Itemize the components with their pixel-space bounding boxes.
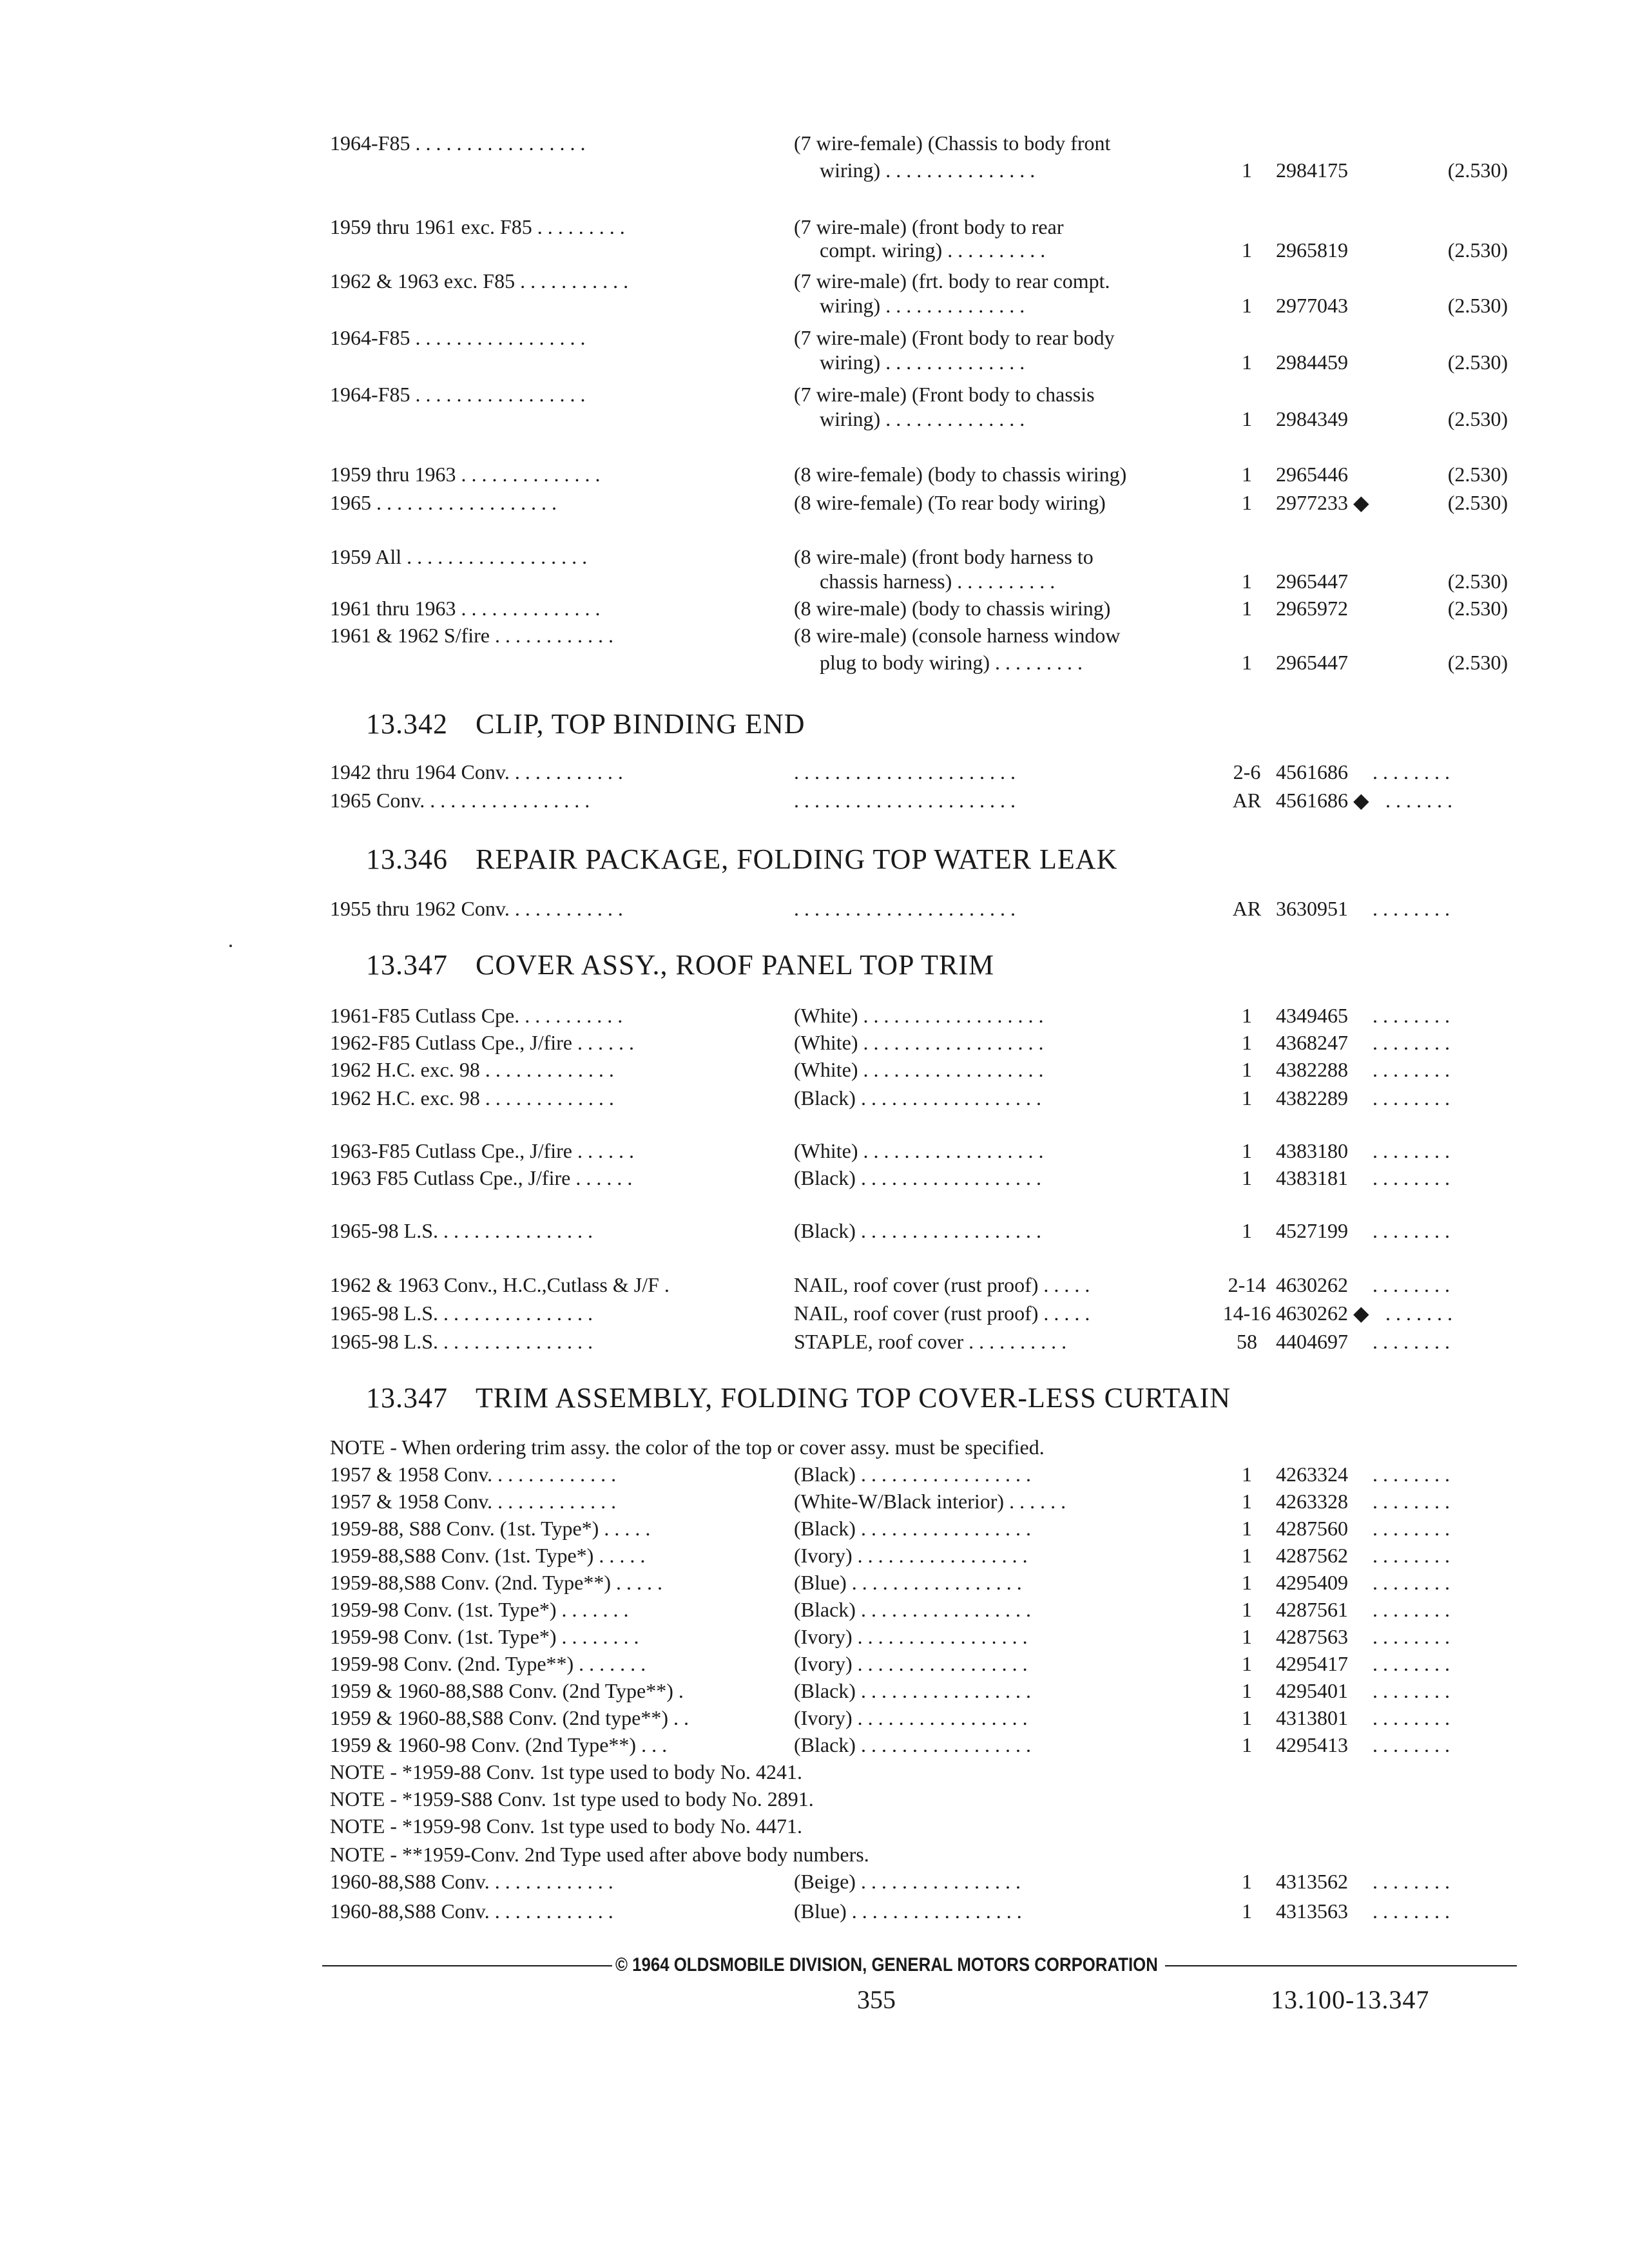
section-number: 13.347	[366, 949, 448, 981]
leader-dots: . . . . . . . .	[1373, 1139, 1450, 1162]
part-number: 4527199	[1276, 1219, 1348, 1242]
leader-dots: . . . . . . . .	[1373, 760, 1450, 783]
leader-dots: . . . . . . . .	[1373, 1544, 1450, 1567]
section-title: COVER ASSY., ROOF PANEL TOP TRIM	[476, 949, 995, 981]
quantity: 1	[1242, 1086, 1252, 1110]
table-row	[0, 156, 1629, 184]
table-row	[0, 648, 1629, 677]
footnote: NOTE - *1959-98 Conv. 1st type used to body No. 4471.	[330, 1814, 802, 1838]
model-year: 1959-98 Conv. (1st. Type*) . . . . . . .	[330, 1598, 629, 1621]
table-row	[0, 1055, 1629, 1084]
model-year: 1957 & 1958 Conv. . . . . . . . . . . . .	[330, 1463, 617, 1486]
section-title: REPAIR PACKAGE, FOLDING TOP WATER LEAK	[476, 843, 1118, 875]
part-number: 2984175	[1276, 159, 1348, 182]
leader-dots: . . . . . . . .	[1373, 1273, 1450, 1296]
part-number: 4295409	[1276, 1571, 1348, 1594]
model-year: 1957 & 1958 Conv. . . . . . . . . . . . .	[330, 1490, 617, 1513]
part-description: (7 wire-male) (frt. body to rear compt.	[794, 269, 1110, 293]
leader-dots: . . . . . . . .	[1373, 1166, 1450, 1189]
part-number: 2977043	[1276, 294, 1348, 317]
quantity: 1	[1242, 159, 1252, 182]
model-year: 1962 H.C. exc. 98 . . . . . . . . . . . . .	[330, 1058, 614, 1081]
part-number: 2965819	[1276, 238, 1348, 262]
part-description: (White) . . . . . . . . . . . . . . . . . .	[794, 1058, 1044, 1081]
quantity: 1	[1242, 1004, 1252, 1027]
part-number: 4382288	[1276, 1058, 1348, 1081]
quantity: 1	[1242, 1058, 1252, 1081]
leader-dots: . . . . . . . .	[1373, 1004, 1450, 1027]
trim-note: NOTE - When ordering trim assy. the color of the top or cover assy. must be specified.	[330, 1436, 1045, 1459]
quantity: 1	[1242, 1031, 1252, 1054]
table-row	[0, 1327, 1629, 1356]
table-row	[0, 1677, 1629, 1705]
section-number: 13.347	[366, 1382, 448, 1414]
table-row	[0, 291, 1629, 320]
part-number: 4287561	[1276, 1598, 1348, 1621]
section-heading	[366, 841, 1117, 878]
table-row	[0, 1164, 1629, 1192]
part-number: 4382289	[1276, 1086, 1348, 1110]
footer-rule-left	[322, 1965, 612, 1966]
quantity: 2-14	[1228, 1273, 1266, 1296]
model-year: 1959 & 1960-98 Conv. (2nd Type**) . . .	[330, 1733, 668, 1756]
quantity: 1	[1242, 1463, 1252, 1486]
part-description: (Black) . . . . . . . . . . . . . . . . .	[794, 1679, 1031, 1702]
table-row	[0, 1897, 1629, 1925]
leader-dots: . . . . . . .	[1385, 789, 1452, 812]
part-description: (7 wire-male) (Front body to chassis	[794, 383, 1095, 406]
part-number: 4295401	[1276, 1679, 1348, 1702]
model-year: 1965-98 L.S. . . . . . . . . . . . . . . .	[330, 1330, 593, 1353]
model-year: 1959-88,S88 Conv. (2nd. Type**) . . . . .	[330, 1571, 662, 1594]
table-row	[0, 894, 1629, 923]
part-number: 4630262 ◆	[1276, 1302, 1369, 1325]
part-number: 2965447	[1276, 651, 1348, 674]
model-year: 1961 & 1962 S/fire . . . . . . . . . . . .	[330, 624, 613, 647]
part-number: 4263324	[1276, 1463, 1348, 1486]
leader-dots: . . . . . . . .	[1373, 1571, 1450, 1594]
price-group: (2.530)	[1447, 491, 1508, 514]
part-description: (8 wire-male) (console harness window	[794, 624, 1121, 647]
model-year: 1961 thru 1963 . . . . . . . . . . . . . .	[330, 597, 601, 620]
footnote: NOTE - *1959-88 Conv. 1st type used to body No. 4241.	[330, 1760, 802, 1783]
table-row	[0, 236, 1629, 264]
part-number: 2984459	[1276, 351, 1348, 374]
part-description: (Black) . . . . . . . . . . . . . . . . . .	[794, 1166, 1041, 1189]
part-description: (Blue) . . . . . . . . . . . . . . . . .	[794, 1571, 1022, 1594]
model-year: 1959 All . . . . . . . . . . . . . . . . . .	[330, 545, 588, 568]
part-description: (Blue) . . . . . . . . . . . . . . . . .	[794, 1899, 1022, 1923]
quantity: 1	[1242, 1571, 1252, 1594]
price-group: (2.530)	[1447, 351, 1508, 374]
leader-dots: . . . . . . . .	[1373, 1031, 1450, 1054]
quantity: 1	[1242, 294, 1252, 317]
part-number: 2977233 ◆	[1276, 491, 1369, 514]
part-description: (Black) . . . . . . . . . . . . . . . . .	[794, 1733, 1031, 1756]
model-year: 1964-F85 . . . . . . . . . . . . . . . . .	[330, 131, 586, 155]
table-row	[0, 1001, 1629, 1030]
part-description-cont: chassis harness) . . . . . . . . . .	[820, 570, 1055, 593]
part-description: NAIL, roof cover (rust proof) . . . . .	[794, 1273, 1090, 1296]
part-description: (Black) . . . . . . . . . . . . . . . . .	[794, 1598, 1031, 1621]
table-row	[0, 1271, 1629, 1299]
quantity: 1	[1242, 1544, 1252, 1567]
table-row	[0, 621, 1629, 649]
table-row	[0, 1595, 1629, 1624]
part-description: . . . . . . . . . . . . . . . . . . . . . .	[794, 789, 1016, 812]
table-row	[0, 1622, 1629, 1651]
page-number: 355	[857, 1985, 896, 2014]
leader-dots: . . . . . . . .	[1373, 1517, 1450, 1540]
price-group: (2.530)	[1447, 159, 1508, 182]
price-group: (2.530)	[1447, 597, 1508, 620]
part-description: (Black) . . . . . . . . . . . . . . . . . .	[794, 1086, 1041, 1110]
model-year: 1962 & 1963 Conv., H.C.,Cutlass & J/F .	[330, 1273, 670, 1296]
leader-dots: . . . . . . . .	[1373, 1706, 1450, 1729]
leader-dots: . . . . . . . .	[1373, 1058, 1450, 1081]
scan-speck	[229, 945, 232, 947]
footnote: NOTE - *1959-S88 Conv. 1st type used to body No. 2891.	[330, 1787, 814, 1811]
part-description: (8 wire-female) (To rear body wiring)	[794, 491, 1106, 514]
quantity: 1	[1242, 238, 1252, 262]
table-row	[0, 488, 1629, 517]
model-year: 1959 & 1960-88,S88 Conv. (2nd Type**) .	[330, 1679, 684, 1702]
part-description-cont: wiring) . . . . . . . . . . . . . .	[820, 351, 1025, 374]
leader-dots: . . . . . . . .	[1373, 1086, 1450, 1110]
part-description: (8 wire-female) (body to chassis wiring)	[794, 463, 1127, 486]
table-row	[0, 1299, 1629, 1327]
quantity: 1	[1242, 651, 1252, 674]
part-description: . . . . . . . . . . . . . . . . . . . . . .	[794, 760, 1016, 783]
leader-dots: . . . . . . . .	[1373, 1598, 1450, 1621]
part-description: (7 wire-female) (Chassis to body front	[794, 131, 1111, 155]
table-row	[0, 1084, 1629, 1112]
section-title: TRIM ASSEMBLY, FOLDING TOP COVER-LESS CURTAIN	[476, 1382, 1231, 1414]
quantity: 1	[1242, 1679, 1252, 1702]
model-year: 1962 & 1963 exc. F85 . . . . . . . . . . .	[330, 269, 629, 293]
table-row	[0, 405, 1629, 433]
model-year: 1959-98 Conv. (1st. Type*) . . . . . . . .	[330, 1625, 639, 1648]
part-description: (White) . . . . . . . . . . . . . . . . . .	[794, 1139, 1044, 1162]
footer-rule-right	[1165, 1965, 1517, 1966]
part-number: 4295417	[1276, 1652, 1348, 1675]
part-description: STAPLE, roof cover . . . . . . . . . .	[794, 1330, 1067, 1353]
copyright-notice: © 1964 OLDSMOBILE DIVISION, GENERAL MOTORS CORPORATION	[615, 1954, 1158, 1975]
leader-dots: . . . . . . . .	[1373, 1652, 1450, 1675]
leader-dots: . . . . . . .	[1385, 1302, 1452, 1325]
model-year: 1965-98 L.S. . . . . . . . . . . . . . . .	[330, 1302, 593, 1325]
part-description: (8 wire-male) (body to chassis wiring)	[794, 597, 1111, 620]
price-group: (2.530)	[1447, 651, 1508, 674]
quantity: 1	[1242, 407, 1252, 430]
part-description: (8 wire-male) (front body harness to	[794, 545, 1094, 568]
part-description: (Ivory) . . . . . . . . . . . . . . . . .	[794, 1652, 1028, 1675]
table-row	[0, 1487, 1629, 1515]
section-title: CLIP, TOP BINDING END	[476, 708, 805, 740]
leader-dots: . . . . . . . .	[1373, 1330, 1450, 1353]
part-description: (7 wire-male) (front body to rear	[794, 215, 1064, 238]
leader-dots: . . . . . . . .	[1373, 1625, 1450, 1648]
model-year: 1959 thru 1963 . . . . . . . . . . . . . .	[330, 463, 601, 486]
price-group: (2.530)	[1447, 238, 1508, 262]
part-number: 4561686 ◆	[1276, 789, 1369, 812]
part-description-cont: wiring) . . . . . . . . . . . . . .	[820, 407, 1025, 430]
quantity: 14-16	[1222, 1302, 1271, 1325]
table-row	[0, 1028, 1629, 1057]
table-row	[0, 1731, 1629, 1759]
part-description: (Black) . . . . . . . . . . . . . . . . . .	[794, 1219, 1041, 1242]
leader-dots: . . . . . . . .	[1373, 1679, 1450, 1702]
model-year: 1955 thru 1962 Conv. . . . . . . . . . . .	[330, 897, 623, 920]
leader-dots: . . . . . . . .	[1373, 897, 1450, 920]
table-row	[0, 1514, 1629, 1542]
table-row	[0, 1649, 1629, 1678]
section-number: 13.346	[366, 843, 448, 875]
model-year: 1961-F85 Cutlass Cpe. . . . . . . . . . .	[330, 1004, 623, 1027]
part-description: (Ivory) . . . . . . . . . . . . . . . . .	[794, 1706, 1028, 1729]
quantity: 1	[1242, 1166, 1252, 1189]
quantity: 1	[1242, 1625, 1252, 1648]
price-group: (2.530)	[1447, 570, 1508, 593]
quantity: 1	[1242, 1139, 1252, 1162]
table-row	[0, 1704, 1629, 1732]
section-number: 13.342	[366, 708, 448, 740]
table-row	[0, 129, 1629, 157]
quantity: 1	[1242, 463, 1252, 486]
quantity: 1	[1242, 491, 1252, 514]
model-year: 1962-F85 Cutlass Cpe., J/fire . . . . . .	[330, 1031, 634, 1054]
quantity: 1	[1242, 1219, 1252, 1242]
table-row	[0, 1541, 1629, 1570]
part-number: 2984349	[1276, 407, 1348, 430]
table-row	[0, 1460, 1629, 1488]
model-year: 1965 . . . . . . . . . . . . . . . . . .	[330, 491, 557, 514]
leader-dots: . . . . . . . .	[1373, 1899, 1450, 1923]
quantity: 1	[1242, 1652, 1252, 1675]
part-number: 4287562	[1276, 1544, 1348, 1567]
quantity: 1	[1242, 1870, 1252, 1893]
model-year: 1963 F85 Cutlass Cpe., J/fire . . . . . .	[330, 1166, 633, 1189]
table-row	[0, 1568, 1629, 1597]
part-number: 4383180	[1276, 1139, 1348, 1162]
part-description: (White) . . . . . . . . . . . . . . . . . .	[794, 1004, 1044, 1027]
model-year: 1959-88, S88 Conv. (1st. Type*) . . . . .	[330, 1517, 651, 1540]
quantity: 1	[1242, 1490, 1252, 1513]
part-description: NAIL, roof cover (rust proof) . . . . .	[794, 1302, 1090, 1325]
part-number: 4295413	[1276, 1733, 1348, 1756]
part-description: (White) . . . . . . . . . . . . . . . . . .	[794, 1031, 1044, 1054]
model-year: 1959-98 Conv. (2nd. Type**) . . . . . . .	[330, 1652, 646, 1675]
part-number: 4368247	[1276, 1031, 1348, 1054]
leader-dots: . . . . . . . .	[1373, 1463, 1450, 1486]
table-row	[0, 594, 1629, 622]
quantity: 1	[1242, 351, 1252, 374]
part-number: 4630262	[1276, 1273, 1348, 1296]
model-year: 1965-98 L.S. . . . . . . . . . . . . . . .	[330, 1219, 593, 1242]
leader-dots: . . . . . . . .	[1373, 1733, 1450, 1756]
part-description-cont: compt. wiring) . . . . . . . . . .	[820, 238, 1046, 262]
part-description-cont: plug to body wiring) . . . . . . . . .	[820, 651, 1083, 674]
section-heading	[366, 947, 994, 983]
model-year: 1959 thru 1961 exc. F85 . . . . . . . . .	[330, 215, 625, 238]
model-year: 1964-F85 . . . . . . . . . . . . . . . . .	[330, 383, 586, 406]
model-year: 1965 Conv. . . . . . . . . . . . . . . . .	[330, 789, 590, 812]
part-number: 4313801	[1276, 1706, 1348, 1729]
part-description: . . . . . . . . . . . . . . . . . . . . . .	[794, 897, 1016, 920]
part-number: 3630951	[1276, 897, 1348, 920]
price-group: (2.530)	[1447, 294, 1508, 317]
leader-dots: . . . . . . . .	[1373, 1490, 1450, 1513]
quantity: 1	[1242, 1706, 1252, 1729]
part-description: (Ivory) . . . . . . . . . . . . . . . . .	[794, 1544, 1028, 1567]
quantity: 58	[1237, 1330, 1257, 1353]
leader-dots: . . . . . . . .	[1373, 1219, 1450, 1242]
part-description: (Beige) . . . . . . . . . . . . . . . .	[794, 1870, 1021, 1893]
quantity: 1	[1242, 597, 1252, 620]
part-description: (Black) . . . . . . . . . . . . . . . . .	[794, 1517, 1031, 1540]
part-description: (7 wire-male) (Front body to rear body	[794, 326, 1115, 349]
quantity: AR	[1232, 789, 1262, 812]
table-row	[0, 786, 1629, 814]
section-heading	[366, 706, 805, 742]
model-year: 1963-F85 Cutlass Cpe., J/fire . . . . . .	[330, 1139, 634, 1162]
part-number: 4561686	[1276, 760, 1348, 783]
table-row	[0, 348, 1629, 376]
part-number: 4287563	[1276, 1625, 1348, 1648]
price-group: (2.530)	[1447, 463, 1508, 486]
table-row	[0, 1867, 1629, 1896]
quantity: 1	[1242, 570, 1252, 593]
footnote: NOTE - **1959-Conv. 2nd Type used after above body numbers.	[330, 1843, 869, 1866]
part-number: 4287560	[1276, 1517, 1348, 1540]
quantity: 2-6	[1233, 760, 1261, 783]
leader-dots: . . . . . . . .	[1373, 1870, 1450, 1893]
part-number: 2965446	[1276, 463, 1348, 486]
quantity: 1	[1242, 1517, 1252, 1540]
quantity: AR	[1232, 897, 1262, 920]
part-number: 2965447	[1276, 570, 1348, 593]
part-number: 4349465	[1276, 1004, 1348, 1027]
price-group: (2.530)	[1447, 407, 1508, 430]
section-heading	[366, 1380, 1231, 1416]
part-description: (Black) . . . . . . . . . . . . . . . . .	[794, 1463, 1031, 1486]
part-number: 2965972	[1276, 597, 1348, 620]
part-number: 4404697	[1276, 1330, 1348, 1353]
quantity: 1	[1242, 1598, 1252, 1621]
quantity: 1	[1242, 1899, 1252, 1923]
part-number: 4313563	[1276, 1899, 1348, 1923]
part-description-cont: wiring) . . . . . . . . . . . . . . .	[820, 159, 1036, 182]
part-description: (Ivory) . . . . . . . . . . . . . . . . .	[794, 1625, 1028, 1648]
part-description-cont: wiring) . . . . . . . . . . . . . .	[820, 294, 1025, 317]
part-number: 4263328	[1276, 1490, 1348, 1513]
table-row	[0, 460, 1629, 488]
model-year: 1959 & 1960-88,S88 Conv. (2nd type**) . .	[330, 1706, 689, 1729]
table-row	[0, 758, 1629, 786]
table-row	[0, 1216, 1629, 1245]
part-number: 4383181	[1276, 1166, 1348, 1189]
quantity: 1	[1242, 1733, 1252, 1756]
model-year: 1960-88,S88 Conv. . . . . . . . . . . . .	[330, 1899, 613, 1923]
model-year: 1959-88,S88 Conv. (1st. Type*) . . . . .	[330, 1544, 646, 1567]
table-row	[0, 567, 1629, 595]
model-year: 1962 H.C. exc. 98 . . . . . . . . . . . . .	[330, 1086, 614, 1110]
table-row	[0, 1137, 1629, 1165]
section-range: 13.100-13.347	[1271, 1985, 1430, 2014]
part-description: (White-W/Black interior) . . . . . .	[794, 1490, 1066, 1513]
part-number: 4313562	[1276, 1870, 1348, 1893]
model-year: 1964-F85 . . . . . . . . . . . . . . . . .	[330, 326, 586, 349]
model-year: 1960-88,S88 Conv. . . . . . . . . . . . .	[330, 1870, 613, 1893]
model-year: 1942 thru 1964 Conv. . . . . . . . . . . .	[330, 760, 623, 783]
